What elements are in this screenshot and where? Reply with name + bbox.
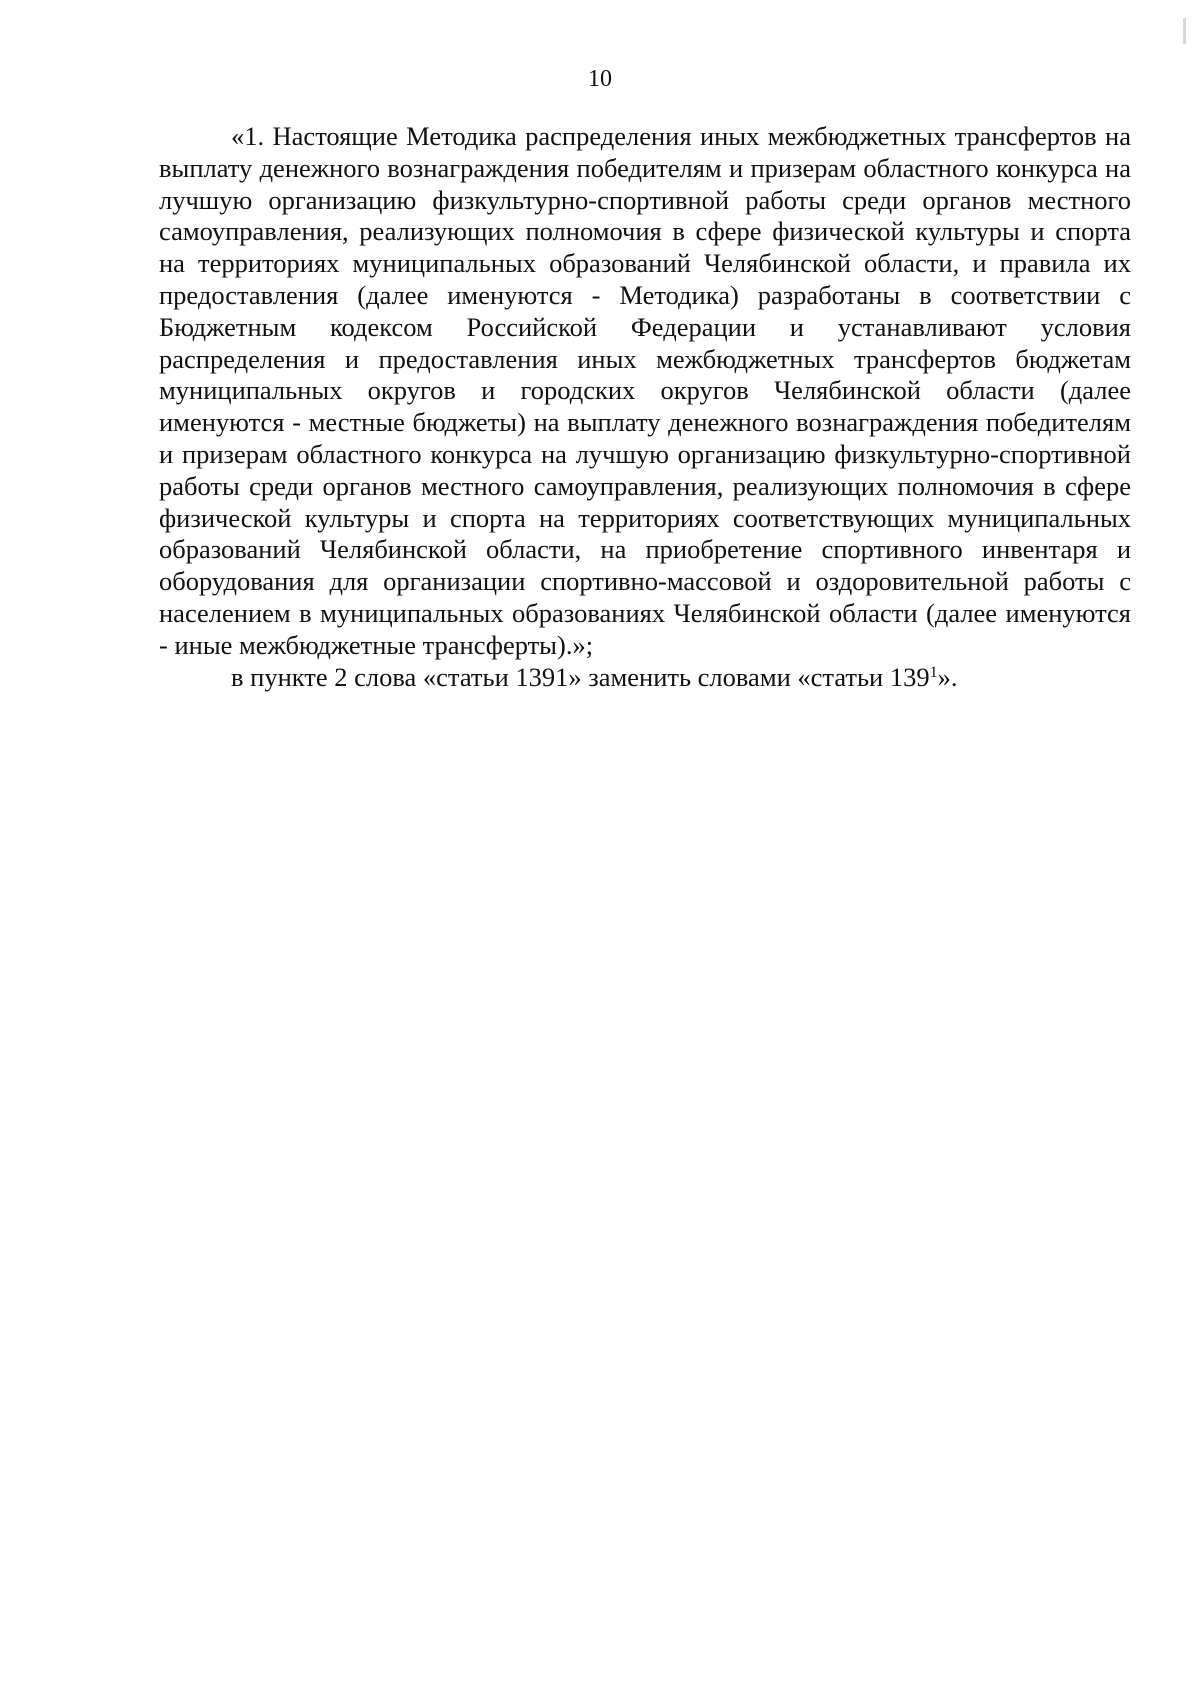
amendment-text-before: в пункте 2 слова «статьи 1391» заменить словами «статьи 139	[231, 661, 930, 692]
paragraph-methodology: «1. Настоящие Методика распределения иных межбюджетных трансфертов на выплату денежного вознаграждения победителям и призерам областного конкурса на лучшую организацию физкультурно-спортивной работы среди органов местного самоуправления, реализующих полномочия в сфере физической культуры и спорта на территориях муниципальных образований Челябинской области, и правила их предоставления (далее именуются - Методика) разработаны в соответствии с Бюджетным кодексом Российской Федерации и устанавливают условия распределения и предоставления иных межбюджетных трансфертов бюджетам муниципальных округов и городских округов Челябинской области (далее именуются - местные бюджеты) на выплату денежного вознаграждения победителям и призерам областного конкурса на лучшую организацию физкультурно-спортивной работы среди органов местного самоуправления, реализующих полномочия в сфере физической культуры и спорта на территориях соответствующих муниципальных образований Челябинской области, на приобретение спортивного инвентаря и оборудования для организации спортивно-массовой и оздоровительной работы с населением в муниципальных образованиях Челябинской области (далее именуются - иные межбюджетные трансферты).»;	[159, 121, 1131, 660]
scan-edge-mark	[1183, 18, 1186, 44]
amendment-superscript: 1	[929, 663, 938, 681]
document-body	[159, 121, 1131, 693]
amendment-text-after: ».	[937, 661, 958, 692]
page-number: 10	[588, 66, 612, 92]
paragraph-amendment	[159, 662, 1131, 694]
